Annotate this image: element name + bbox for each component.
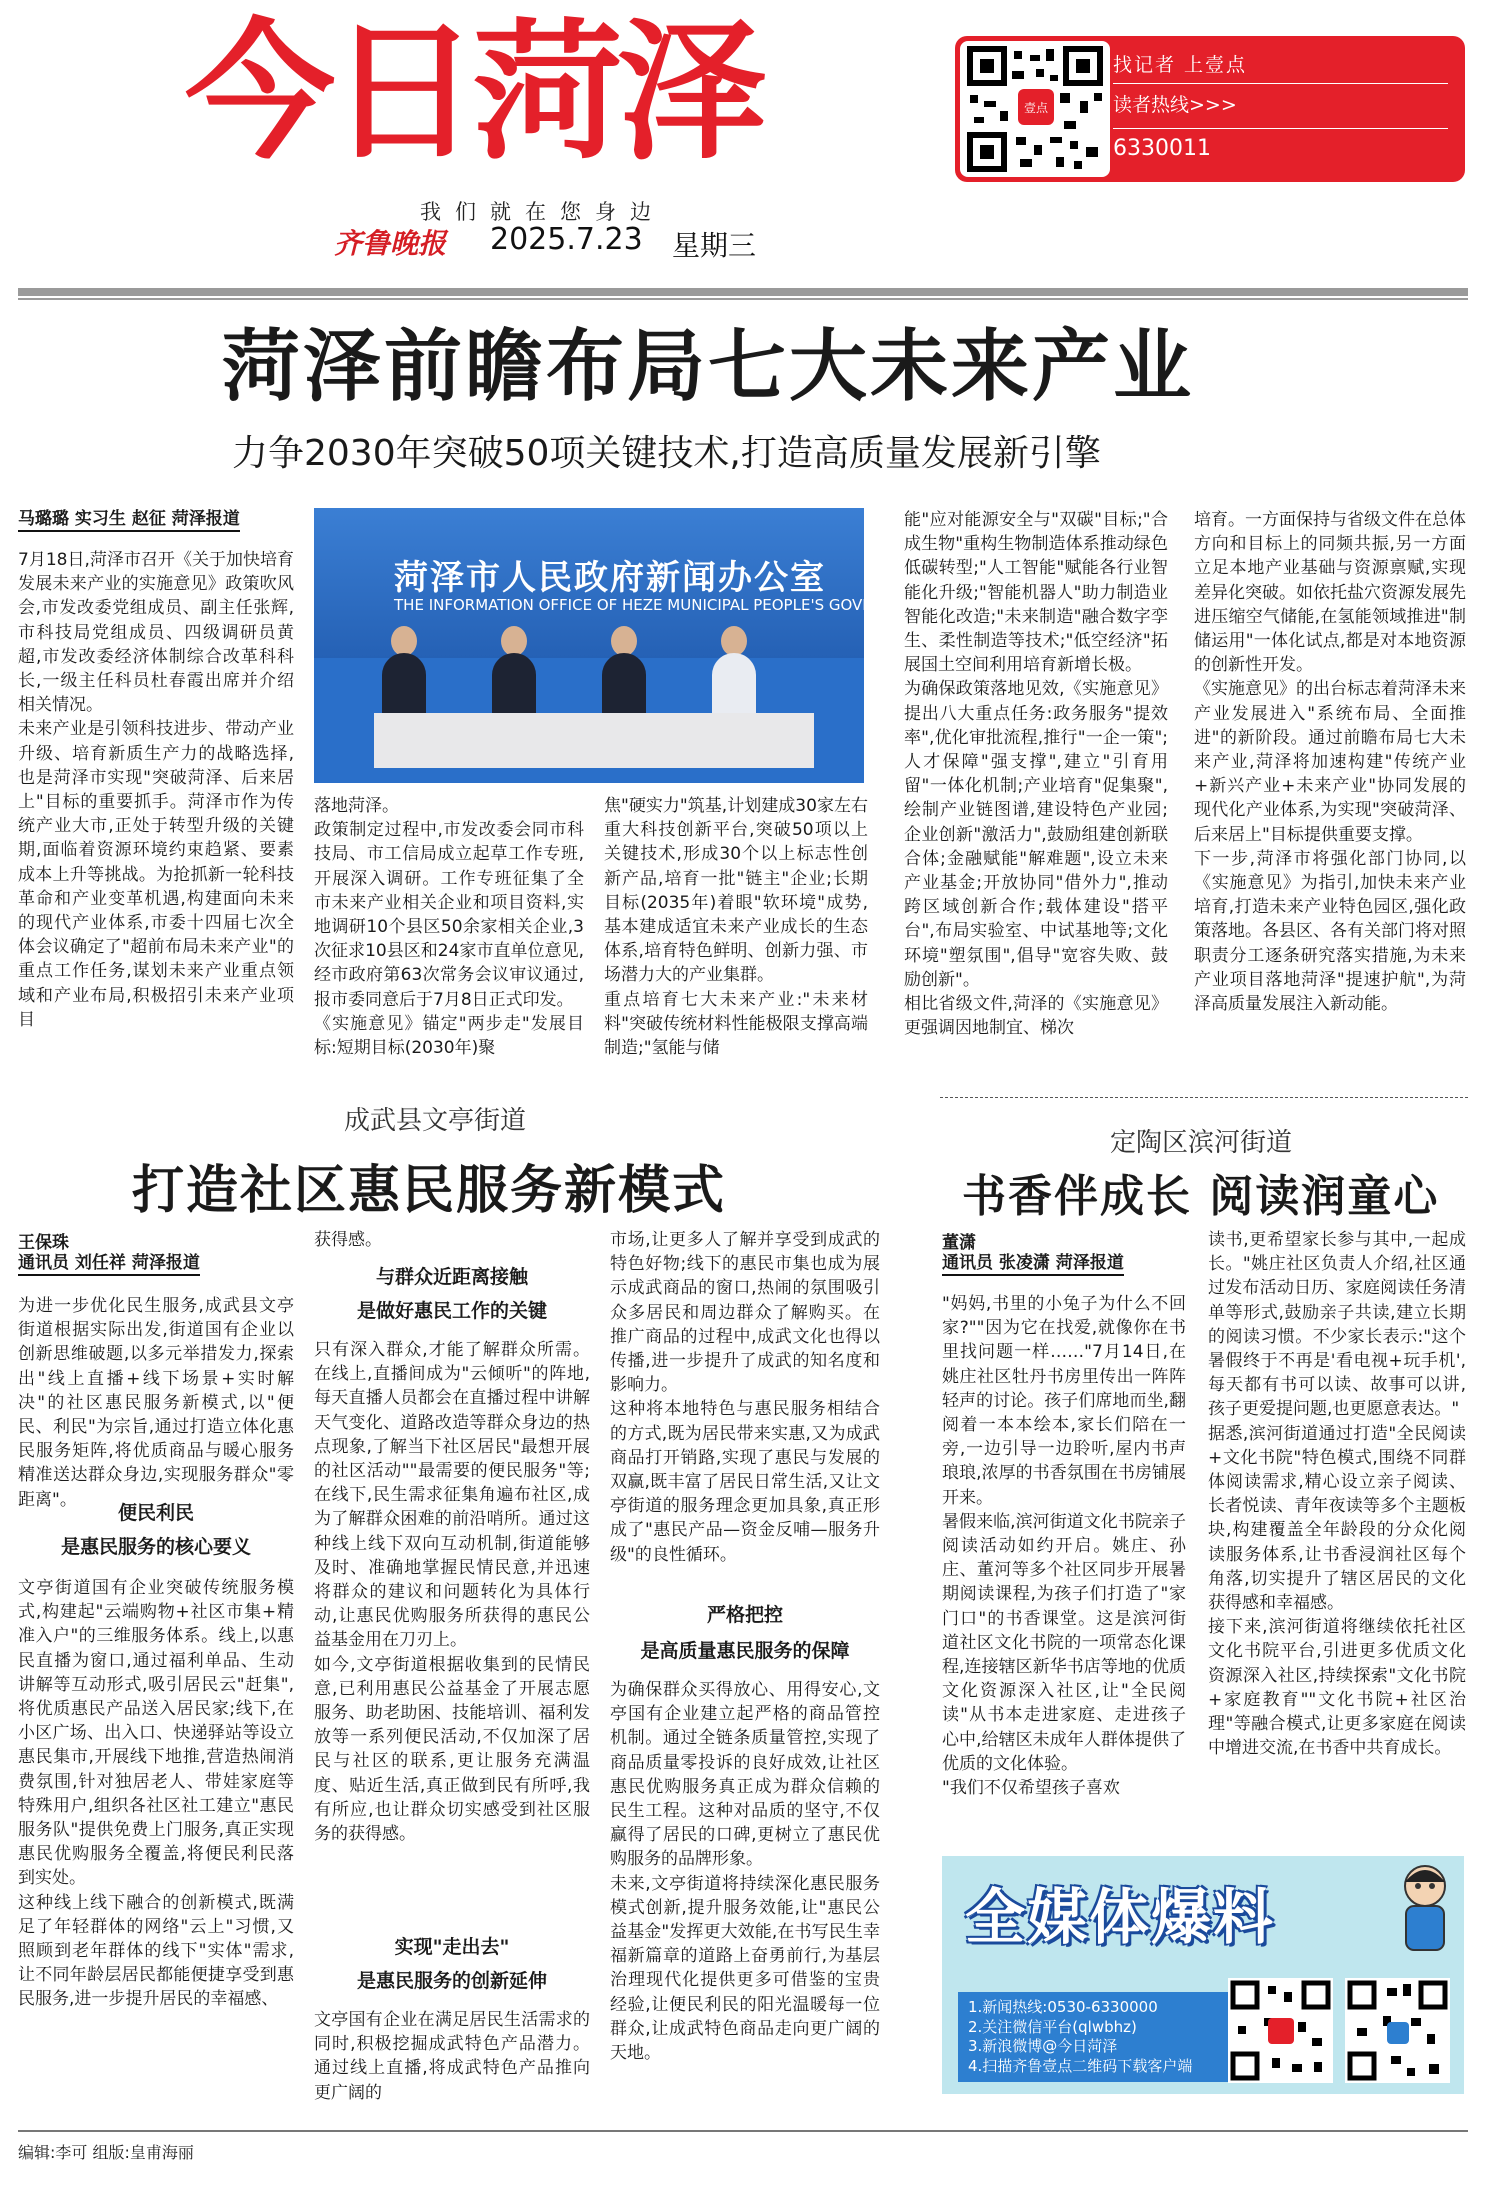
story2-column-2b: 只有深入群众,才能了解群众所需。在线上,直播间成为"云倾听"的阵地,每天直播人员都会在直播过程中讲解天气变化、道路改造等群众身边的热点现象,了解当下社区居民"最想开展的社区活动""最需要的便民服务"等;在线下,民生需求征集角遍布社区,成为了解群众困难的前沿哨所。通过这种线上线下双向互动机制,街道能够及时、准确地掌握民情民意,并迅速将群众的建议和问题转化为具体行动,让惠民优购服务所获得的惠民公益基金用在刀刃上。 如今,文亭街道根据收集到的民情民意,已利用惠民公益基金了开展志愿服务、助老助困、技能培训、福利发放等一系列便民活动,不仅加深了居民与社区的联系,更让服务充满温度、贴近生活,真正做到民有所呼,我有所应,也让群众切实感受到社区服务的获得感。 — [314, 1340, 590, 1845]
story2-subhead: 是高质量惠民服务的保障 — [640, 1640, 850, 1662]
story2-subhead: 严格把控 — [706, 1604, 783, 1626]
story2-kicker: 成武县文亭街道 — [344, 1106, 527, 1136]
divider — [1113, 128, 1448, 129]
qr-code-icon[interactable] — [1345, 1978, 1450, 2083]
story2-subhead: 与群众近距离接触 — [375, 1266, 528, 1288]
tipoff-list — [958, 1992, 1268, 2082]
hotline-label: 读者热线>>> — [1113, 94, 1237, 116]
story2-subhead: 是惠民服务的创新延伸 — [356, 1970, 547, 1992]
story2-column-2c: 文亭国有企业在满足居民生活需求的同时,积极挖掘成武特色产品潜力。通过线上直播,将成武特色产品推向更广阔的 — [314, 2010, 590, 2103]
lead-column-2: 落地菏泽。 政策制定过程中,市发改委会同市科技局、市工信局成立起草工作专班,开展深入调研。工作专班征集了全市未来产业相关企业和项目资料,实地调研10个县区50余家相关企业,3次征求10县区和24家市直单位意见,经市政府第63次常务会议审议通过,报市委同意后于7月8日正式印发。 《实施意见》锚定"两步走"发展目标:短期目标(2030年)聚 — [314, 796, 584, 1059]
story2-subhead: 实现"走出去" — [394, 1936, 510, 1958]
footer-rule — [18, 2130, 1468, 2132]
story2-subhead: 是惠民服务的核心要义 — [60, 1536, 251, 1558]
tipoff-item[interactable]: 1.新闻热线:0530-6330000 — [968, 1998, 1158, 2016]
story3-kicker: 定陶区滨河街道 — [1110, 1128, 1293, 1158]
qr-code-icon[interactable] — [1228, 1978, 1333, 2083]
lead-column-1: 7月18日,菏泽市召开《关于加快培育发展未来产业的实施意见》政策吹风会,市发改委党组成员、副主任张辉,市科技局党组成员、四级调研员黄超,市发改委经济体制综合改革科科长,一级主任科员杜春霞出席并介绍相关情况。 未来产业是引领科技进步、带动产业升级、培育新质生产力的战略选择,也是菏泽市实现"突破菏泽、后来居上"目标的重要抓手。菏泽市作为传统产业大市,正处于转型升级的关键期,面临着资源环境约束趋紧、要素成本上升等挑战。为抢抓新一轮科技革命和产业变革机遇,构建面向未来的现代产业体系,市委十四届七次全体会议确定了"超前布局未来产业"的重点工作任务,谋划未来产业重点领域和产业布局,积极招引未来产业项目 — [18, 550, 294, 1030]
lead-column-5: 培育。一方面保持与省级文件在总体方向和目标上的同频共振,另一方面立足本地产业基础与资源禀赋,实现差异化突破。如依托盐穴资源发展先进压缩空气储能,在氢能领域推进"制储运用"一体化试点,都是对本地资源的创新性开发。 《实施意见》的出台标志着菏泽未来产业发展进入"系统布局、全面推进"的新阶段。通过前瞻布局七大未来产业,菏泽将加速构建"传统产业+新兴产业+未来产业"协同发展的现代化产业体系,为实现"突破菏泽、后来居上"目标提供重要支撑。 下一步,菏泽市将强化部门协同,以《实施意见》为指引,加快未来产业培育,打造未来产业特色园区,强化政策落地。各县区、各有关部门将对照职责分工逐条研究落实措施,为未来产业项目落地菏泽"提速护航",为菏泽高质量发展注入新动能。 — [1194, 510, 1466, 1015]
divider — [1113, 83, 1448, 84]
masthead-logo: 今日菏泽 — [185, 6, 762, 180]
qr-code-icon[interactable] — [960, 41, 1110, 177]
story3-author: 董潇 — [942, 1233, 976, 1253]
svg-text:壹点: 壹点 — [1023, 101, 1049, 115]
story2-column-1a: 为进一步优化民生服务,成武县文亭街道根据实际出发,街道国有企业以创新思维破题,以多元举措发力,探索出"线上直播+线下场景+实时解决"的社区惠民服务新模式,以"便民、利民"为宗旨,通过打造立体化惠民服务矩阵,将优质商品与暖心服务精准送达群众身边,实现服务群众"零距离"。 — [18, 1296, 294, 1510]
issue-date: 2025.7.23 — [490, 222, 643, 257]
story2-subhead: 是做好惠民工作的关键 — [356, 1300, 547, 1322]
story2-column-1b: 文亭街道国有企业突破传统服务模式,构建起"云端购物+社区市集+精准入户"的三维服务体系。线上,以惠民直播为窗口,通过福利单品、生动讲解等互动形式,吸引居民云"赶集",将优质惠民产品送入居民家;线下,在小区广场、出入口、快递驿站等设立惠民集市,开展线下地推,营造热闹消费氛围,针对独居老人、带娃家庭等特殊用户,组织各社区社工建立"惠民服务队"提供免费上门服务,真正实现惠民优购服务全覆盖,将便民利民落到实处。 这种线上线下融合的创新模式,既满足了年轻群体的网络"云上"习惯,又照顾到老年群体的线下"实体"需求,让不同年龄层居民都能便捷享受到惠民服务,进一步提升居民的幸福感、 — [18, 1578, 294, 2010]
story3-byline: 通讯员 张凌潇 菏泽报道 — [942, 1252, 1124, 1276]
tipoff-item[interactable]: 3.新浪微博@今日菏泽 — [968, 2037, 1118, 2055]
photo-caption-cn: 菏泽市人民政府新闻办公室 — [394, 558, 826, 598]
story2-subhead: 便民利民 — [117, 1502, 194, 1524]
reporter-cartoon-icon — [1394, 1862, 1456, 1960]
press-conference-photo — [314, 508, 937, 783]
tipoff-ad-title: 全媒体爆料 — [965, 1883, 1275, 1953]
lead-headline: 菏泽前瞻布局七大未来产业 — [222, 321, 1195, 412]
story2-column-3a: 市场,让更多人了解并享受到成武的特色好物;线下的惠民市集也成为展示成武商品的窗口,热闹的氛围吸引众多居民和周边群众了解购买。在推广商品的过程中,成武文化也得以传播,进一步提升了成武的知名度和影响力。 这种将本地特色与惠民服务相结合的方式,既为居民带来实惠,又为成武商品打开销路,实现了惠民与发展的双赢,既丰富了居民日常生活,又让文亭街道的服务理念更加具象,真正形成了"惠民产品—资金反哺—服务升级"的良性循环。 — [610, 1230, 880, 1565]
lead-subhead: 力争2030年突破50项关键技术,打造高质量发展新引擎 — [232, 433, 1101, 474]
lead-byline: 马璐璐 实习生 赵征 菏泽报道 — [18, 508, 240, 532]
masthead-rule — [18, 298, 1468, 300]
story2-author: 王保珠 — [18, 1233, 69, 1253]
lead-column-4: 能"应对能源安全与"双碳"目标;"合成生物"重构生物制造体系推动绿色低碳转型;"人工智能"赋能各行业智能化升级;"智能机器人"助力制造业智能化改造;"未来制造"融合数字孪生、柔性制造等技术;"低空经济"拓展国土空间利用培育新增长极。 为确保政策落地见效,《实施意见》提出八大重点任务:政务服务"提效率",优化审批流程,推行"一企一策";人才保障"强支撑",建立"引育用留"一体化机制;产业培育"促集聚",绘制产业链图谱,建设特色产业园;企业创新"激活力",鼓励组建创新联合体;金融赋能"解难题",设立未来产业基金;开放协同"借外力",推动跨区域创新合作;载体建设"搭平台",布局实验室、中试基地等;文化环境"塑氛围",倡导"宽容失败、鼓励创新"。 相比省级文件,菏泽的《实施意见》更强调因地制宜、梯次 — [904, 510, 1168, 1039]
story3-column-1: "妈妈,书里的小兔子为什么不回家?""因为它在找爱,就像你在书里找问题一样……"7月14日,在姚庄社区牡丹书房里传出一阵阵轻声的讨论。孩子们席地而坐,翻阅着一本本绘本,家长们陪在一旁,一边引导一边聆听,屋内书声琅琅,浓厚的书香氛围在书房铺展开来。 暑假来临,滨河街道文化书院亲子阅读活动如约开启。姚庄、孙庄、董河等多个社区同步开展暑期阅读课程,为孩子们打造了"家门口"的书香课堂。这是滨河街道社区文化书院的一项常态化课程,连接辖区新华书店等地的优质文化资源深入社区,让"全民阅读"从书本走进家庭、走进孩子心中,给辖区未成年人群体提供了优质的文化体验。 "我们不仅希望孩子喜欢 — [942, 1294, 1186, 1799]
footer-credits: 编辑:李可 组版:皇甫海丽 — [18, 2143, 194, 2162]
story3-column-2: 读书,更希望家长参与其中,一起成长。"姚庄社区负责人介绍,社区通过发布活动日历、家庭阅读任务清单等形式,鼓励亲子共读,建立长期的阅读习惯。不少家长表示:"这个暑假终于不再是'看电视+玩手机',每天都有书可以读、故事可以讲,孩子更爱提问题,也更愿意表达。" 据悉,滨河街道通过打造"全民阅读+文化书院"特色模式,围绕不同群体阅读需求,精心设立亲子阅读、长者悦读、青年夜读等多个主题板块,构建覆盖全年龄段的分众化阅读服务体系,让书香浸润社区每个角落,切实提升了辖区居民的文化获得感和幸福感。 接下来,滨河街道将继续依托社区文化书院平台,引进更多优质文化资源深入社区,持续探索"文化书院+家庭教育""文化书院+社区治理"等融合模式,让更多家庭在阅读中增进交流,在书香中共育成长。 — [1208, 1230, 1466, 1759]
hotline-number[interactable]: 6330011 — [1113, 136, 1211, 161]
issue-weekday: 星期三 — [672, 229, 757, 262]
masthead-slogan: 我们就在您身边 — [420, 200, 665, 224]
conference-table — [374, 713, 814, 768]
story2-column-2a: 获得感。 — [314, 1230, 382, 1250]
photo-caption-en: THE INFORMATION OFFICE OF HEZE MUNICIPAL PEOPLE'S GOVERNMENT — [394, 596, 937, 614]
story2-title: 打造社区惠民服务新模式 — [132, 1160, 727, 1221]
story2-column-3b: 为确保群众买得放心、用得安心,文亭国有企业建立起严格的商品管控机制。通过全链条质量管控,实现了商品质量零投诉的良好成效,让社区惠民优购服务真正成为群众信赖的民生工程。这种对品质的坚守,不仅赢得了居民的口碑,更树立了惠民优购服务的品牌形象。 未来,文亭街道将持续深化惠民服务模式创新,提升服务效能,让"惠民公益基金"发挥更大效能,在书写民生幸福新篇章的道路上奋勇前行,为基层治理现代化提供更多可借鉴的宝贵经验,让便民利民的阳光温暖每一位群众,让成武特色商品走向更广阔的天地。 — [610, 1680, 880, 2064]
story2-byline: 通讯员 刘任祥 菏泽报道 — [18, 1252, 200, 1276]
hotline-slogan: 找记者 上壹点 — [1113, 54, 1248, 76]
tipoff-item[interactable]: 4.扫描齐鲁壹点二维码下载客户端 — [968, 2056, 1193, 2075]
story3-title: 书香伴成长 阅读润童心 — [962, 1171, 1440, 1222]
tipoff-item[interactable]: 2.关注微信平台(qlwbhz) — [968, 2017, 1137, 2036]
lead-column-3: 焦"硬实力"筑基,计划建成30家左右重大科技创新平台,突破50项以上关键技术,形成30个以上标志性创新产品,培育一批"链主"企业;长期目标(2035年)着眼"软环境"成势,基本建成适宜未来产业成长的生态体系,培育特色鲜明、创新力强、市场潜力大的产业集群。 重点培育七大未来产业:"未来材料"突破传统材料性能极限支撑高端制造;"氢能与储 — [604, 796, 868, 1059]
section-divider — [940, 1097, 1468, 1098]
brand-logo: 齐鲁晚报 — [334, 227, 447, 260]
masthead-rule — [18, 288, 1468, 296]
